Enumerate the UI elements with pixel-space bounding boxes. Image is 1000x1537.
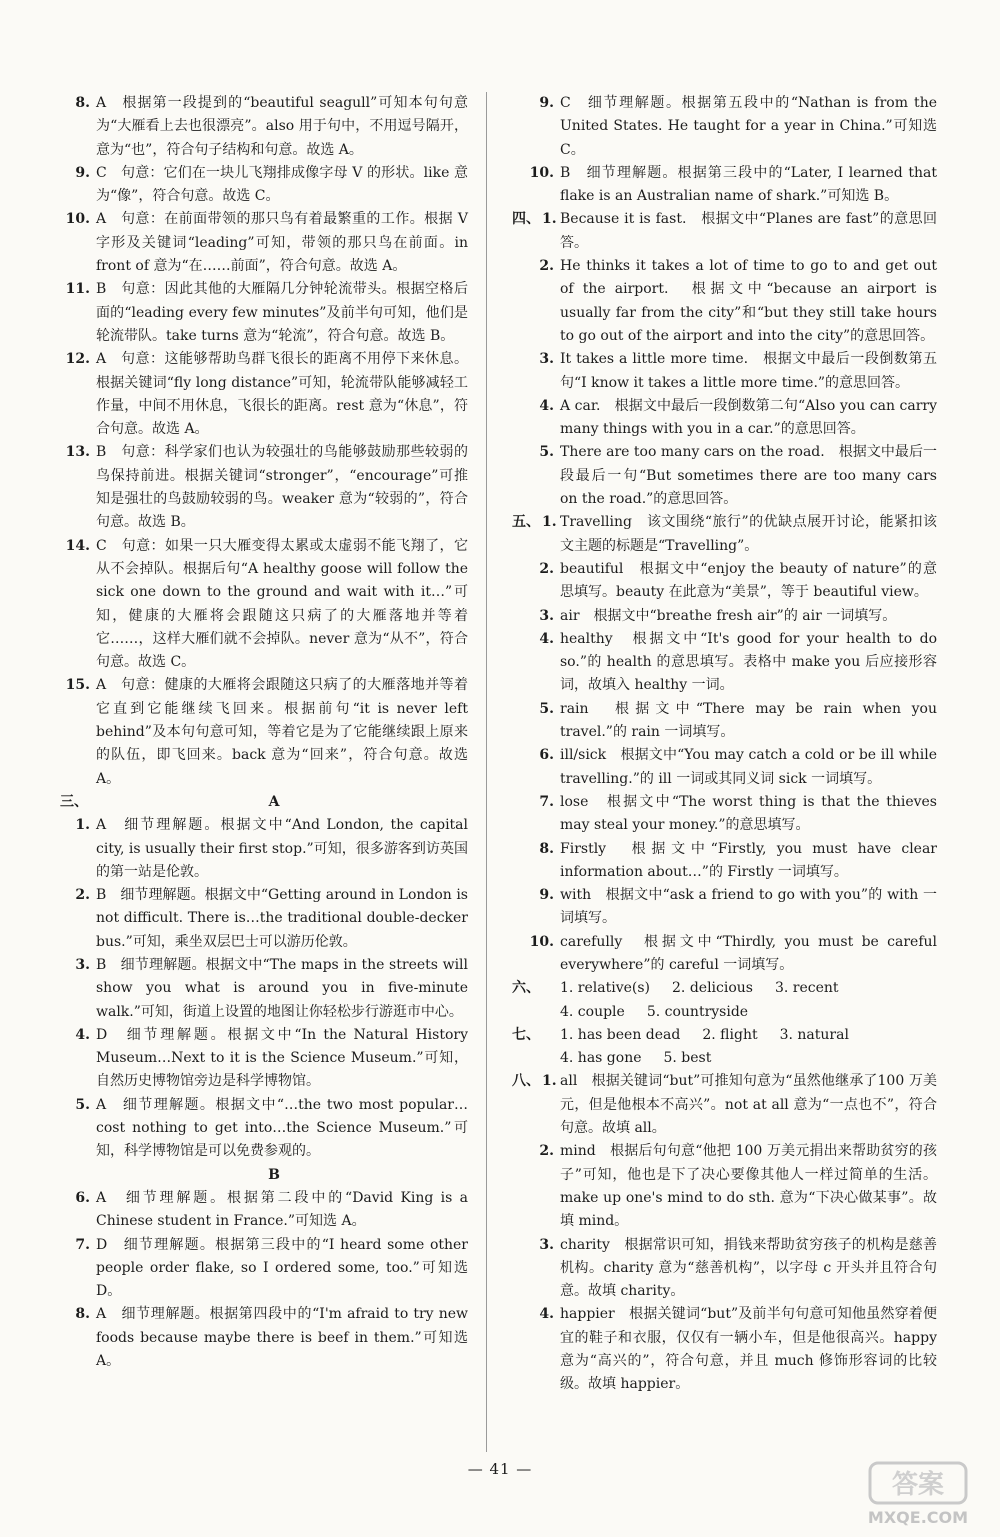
question-number: 3.: [539, 351, 554, 368]
question-number: 2.: [75, 887, 90, 904]
answer-explanation: It takes a little more time. 根据文中最后一段倒数第五句“I know it takes a little more time.”的意思回答。: [560, 351, 937, 391]
answer-item: [60, 1187, 468, 1234]
question-number: 3.: [539, 1236, 554, 1253]
question-number: 14.: [65, 537, 90, 554]
question-number: 9.: [75, 164, 90, 181]
right-answer-list-1: [512, 92, 937, 208]
answer-explanation: A 细节理解题。根据第二段中的“David King is a Chinese student in France.”可知选 A。: [96, 1189, 468, 1230]
answer-item: [60, 814, 468, 884]
answer-item: [512, 1234, 937, 1304]
answer-explanation: B 句意：因此其他的大雁隔几分钟轮流带头。根据空格后面的“leading every few minutes”及前半句可知，他们是轮流带队。take turns 意为“轮流”，符合句意。故选 B。: [96, 281, 468, 344]
answer: 5. countryside: [646, 1003, 749, 1020]
section-7-row-2: [512, 1047, 937, 1070]
answer-explanation: carefully 根据文中“Thirdly, you must be careful everywhere”的 careful 一词填写。: [560, 933, 937, 973]
subsection-b-title: B: [268, 1166, 280, 1183]
left-answer-list-3: [60, 1187, 468, 1373]
section-8-list: [512, 1070, 937, 1396]
question-number: 7.: [539, 793, 554, 810]
question-number: [512, 208, 557, 255]
question-number: 9.: [539, 887, 554, 904]
answer-item: [512, 698, 937, 745]
section-4-list: [512, 208, 937, 511]
answer-item: [60, 954, 468, 1024]
answer-item: [60, 1234, 468, 1304]
question-number: 5.: [539, 444, 554, 461]
question-number: 7.: [75, 1236, 90, 1253]
answer-explanation: Firstly 根据文中“Firstly, you must have clear information about…”的 Firstly 一词填写。: [560, 840, 937, 880]
question-number: 1.: [75, 817, 90, 834]
answer-item: [60, 162, 468, 209]
question-number: 6.: [539, 747, 554, 764]
answer-item: [60, 441, 468, 534]
answer: 3. recent: [774, 980, 839, 997]
answer-item: [60, 884, 468, 954]
question-number: 4.: [539, 397, 554, 414]
answer-item: [60, 208, 468, 278]
section-label: 八、: [512, 1073, 540, 1090]
answer-explanation: D 细节理解题。根据文中“In the Natural History Museum…Next to it is the Science Museum.”可知，自然历史博物馆旁边是科学博物馆。: [96, 1026, 468, 1090]
answer-item: [60, 1024, 468, 1094]
answer-item: [512, 628, 937, 698]
question-number: 8.: [75, 95, 90, 111]
answer-explanation: B 句意：科学家们也认为较强壮的鸟能够鼓励那些较弱的鸟保持前进。根据关键词“stronger”，“encourage”可推知是强壮的鸟鼓励较弱的鸟。weaker 意为“较弱的”，符合句意。故选 B。: [96, 444, 468, 531]
question-number: 13.: [65, 444, 90, 461]
answer: 5. best: [663, 1050, 712, 1067]
answer-explanation: C 细节理解题。根据第五段中的“Nathan is from the United States. He taught for a year in China.”可知选 C。: [560, 95, 937, 158]
answer-item: [512, 884, 937, 931]
section-5-list: [512, 511, 937, 977]
right-column: [512, 92, 937, 1397]
section-6-row-1: [512, 977, 937, 1000]
answer-explanation: B 细节理解题。根据第三段中的“Later, I learned that flake is an Australian name of shark.”可知选 B。: [560, 164, 937, 205]
answer: 2. flight: [702, 1026, 758, 1043]
question-number: 5.: [75, 1096, 90, 1113]
answer-explanation: rain 根据文中“There may be rain when you travel.”的 rain 一词填写。: [560, 700, 937, 741]
answer-explanation: healthy 根据文中“It's good for your health to do so.”的 health 的意思填写。表格中 make you 后应接形容词，故填入 healthy 一词。: [560, 630, 937, 694]
question-number: 10.: [529, 933, 554, 950]
answer-explanation: D 细节理解题。根据第三段中的“I heard some other people order flake, so I ordered some, too.”可知选 D。: [96, 1236, 468, 1300]
question-number: 12.: [65, 351, 90, 368]
answer-explanation: B 细节理解题。根据文中“The maps in the streets will show you what is around you in five-minute walk.”可知，街道上设置的地图让你轻松步行游逛市中心。: [96, 956, 468, 1020]
answer-item: [512, 511, 937, 558]
section-7-row-1: [512, 1024, 937, 1047]
question-number: 15.: [65, 677, 90, 694]
svg-text:MXQE.COM: MXQE.COM: [867, 1508, 969, 1527]
answer: 4. couple: [560, 1003, 625, 1020]
answer-item: [512, 744, 937, 791]
answer-item: [512, 605, 937, 628]
section-label: 七、: [512, 1026, 540, 1043]
watermark-logo: [830, 1459, 980, 1529]
answer-item: [512, 208, 937, 255]
answer-explanation: happier 根据关键词“but”及前半句句意可知他虽然穿着便宜的鞋子和衣服，仅仅有一辆小车，但是他很高兴。happy 意为“高兴的”，符合句意，并且 much 修饰形容词的比较级。故填 happier。: [560, 1306, 937, 1393]
answer-explanation: all 根据关键词“but”可推知句意为“虽然他继承了100 万美元，但是他根本不高兴”。not at all 意为“一点也不”，符合句意。故填 all。: [560, 1073, 937, 1137]
answer-explanation: There are too many cars on the road. 根据文中最后一段最后一句“But sometimes there are too many cars on the road.”的意思回答。: [560, 444, 937, 508]
column-divider: [486, 92, 487, 1452]
answer-explanation: C 句意：如果一只大雁变得太累或太虚弱不能飞翔了，它从不会掉队。根据后句“A healthy goose will follow the sick one down to the ground and wait with it…”可知，健康的大雁将会跟随这只病了的大雁落地并等着它……，这样大雁们就不会掉队。never 意为“从不”，符合句意。故选 C。: [96, 537, 468, 671]
answer: 2. delicious: [672, 980, 753, 997]
answer: 3. natural: [779, 1026, 849, 1043]
answer-item: [60, 278, 468, 348]
answer-explanation: ill/sick 根据文中“You may catch a cold or be ill while travelling.”的 ill 一词或其同义词 sick 一词填写。: [560, 747, 937, 787]
answer-item: [512, 395, 937, 442]
answer-item: [60, 1303, 468, 1373]
section-label: 四、: [512, 211, 540, 228]
question-number: 4.: [539, 1306, 554, 1323]
left-answer-list-2: [60, 814, 468, 1163]
answer-item: [512, 558, 937, 605]
answer-explanation: B 细节理解题。根据文中“Getting around in London is not difficult. There is…the traditional double-decker bus.”可知，乘坐双层巴士可以游历伦敦。: [96, 887, 468, 950]
svg-text:答案: 答案: [891, 1470, 945, 1500]
question-number: 10.: [529, 164, 554, 181]
answer-item: [60, 92, 468, 162]
question-number: 10.: [65, 211, 90, 228]
answer-item: [512, 255, 937, 348]
section-6-row-2: [512, 1001, 937, 1024]
answer-item: [60, 1094, 468, 1164]
question-number-text: 1.: [542, 211, 557, 228]
answer-explanation: A 句意：这能够帮助鸟群飞很长的距离不用停下来休息。根据关键词“fly long distance”可知，轮流带队能够减轻工作量，中间不用休息，飞很长的距离。rest 意为“休息”，符合句意。故选 A。: [96, 351, 468, 438]
answer-explanation: Because it is fast. 根据文中“Planes are fast”的意思回答。: [560, 211, 937, 251]
answer-explanation: A 句意：在前面带领的那只鸟有着最繁重的工作。根据 V 字形及关键词“leading”可知，带领的那只鸟在前面。in front of 意为“在……前面”，符合句意。故选 A。: [96, 211, 468, 275]
answer-item: [60, 674, 468, 790]
question-number: 6.: [75, 1189, 90, 1206]
answer-explanation: lose 根据文中“The worst thing is that the thieves may steal your money.”的意思填写。: [560, 793, 937, 834]
page-number: — 41 —: [467, 1460, 533, 1478]
answer-explanation: A 句意：健康的大雁将会跟随这只病了的大雁落地并等着它直到它能继续飞回来。根据前句“it is never left behind”及本句句意可知，等着它是为了它能继续跟上原来的队伍，即飞回来。back 意为“回来”，符合句意。故选 A。: [96, 677, 468, 787]
answer-explanation: charity 根据常识可知，捐钱来帮助贫穷孩子的机构是慈善机构。charity 意为“慈善机构”，以字母 c 开头并且符合句意。故填 charity。: [560, 1236, 937, 1300]
section-label: 六、: [512, 980, 540, 997]
answer-item: [512, 1140, 937, 1233]
question-number: 8.: [75, 1306, 90, 1323]
question-number: 9.: [539, 95, 554, 111]
answer-item: [512, 838, 937, 885]
answer-item: [512, 1303, 937, 1396]
question-number: [512, 511, 557, 558]
answer: 4. has gone: [560, 1050, 642, 1067]
question-number: 2.: [539, 258, 554, 275]
question-number: 3.: [75, 956, 90, 973]
answer-item: [512, 441, 937, 511]
answer-explanation: A 细节理解题。根据文中“And London, the capital city, is usually their first stop.”可知，很多游客到访英国的第一站是伦敦。: [96, 817, 468, 880]
question-number: 11.: [65, 281, 90, 298]
question-number: 4.: [75, 1026, 90, 1043]
answer-explanation: He thinks it takes a lot of time to go to and get out of the airport. 根据文中“because an airport is usually far from the city”和“but they still take hours to go out of the airport and into the city”的意思回答。: [560, 258, 937, 344]
answer-item: [60, 535, 468, 675]
answer-explanation: A 细节理解题。根据文中“…the two most popular…cost nothing to get into…the Science Museum.”可知，科学博物馆是可以免费参观的。: [96, 1096, 468, 1160]
question-number: [512, 1070, 557, 1140]
question-number: 4.: [539, 630, 554, 647]
question-number: 5.: [539, 700, 554, 717]
question-number: 8.: [539, 840, 554, 857]
answer-item: [60, 348, 468, 441]
question-number: 3.: [539, 607, 554, 624]
question-number-text: 1.: [542, 514, 557, 531]
answer-explanation: A 根据第一段提到的“beautiful seagull”可知本句句意为“大雁看上去也很漂亮”。also 用于句中，不用逗号隔开，意为“也”，符合句子结构和句意。故选 A。: [96, 95, 468, 158]
answer-item: [512, 162, 937, 209]
question-number-text: 1.: [542, 1073, 557, 1090]
subsection-a-title: A: [268, 793, 280, 810]
section-label: 三、: [60, 793, 88, 810]
question-number: 2.: [539, 560, 554, 577]
answer-explanation: A car. 根据文中最后一段倒数第二句“Also you can carry many things with you in a car.”的意思回答。: [560, 397, 937, 438]
answer-item: [512, 92, 937, 162]
answer-explanation: air 根据文中“breathe fresh air”的 air 一词填写。: [560, 607, 897, 624]
answer: 1. has been dead: [560, 1026, 681, 1043]
left-answer-list-1: [60, 92, 468, 791]
answer-item: [512, 348, 937, 395]
answer-explanation: A 细节理解题。根据第四段中的“I'm afraid to try new foods because maybe there is beef in them.”可知选 A。: [96, 1306, 468, 1370]
answer-item: [512, 791, 937, 838]
section-label: 五、: [512, 514, 540, 531]
answer: 1. relative(s): [560, 980, 651, 997]
left-column: [60, 92, 468, 1373]
question-number: 2.: [539, 1143, 554, 1160]
answer-explanation: with 根据文中“ask a friend to go with you”的 with 一词填写。: [560, 887, 937, 927]
answer-item: [512, 1070, 937, 1140]
answer-explanation: beautiful 根据文中“enjoy the beauty of nature”的意思填写。beauty 在此意为“美景”，等于 beautiful view。: [560, 560, 937, 601]
answer-explanation: C 句意：它们在一块儿飞翔排成像字母 V 的形状。like 意为“像”，符合句意。故选 C。: [96, 164, 468, 205]
answer-explanation: Travelling 该文围绕“旅行”的优缺点展开讨论，能紧扣该文主题的标题是“Travelling”。: [560, 514, 937, 554]
answer-item: [512, 931, 937, 978]
answer-explanation: mind 根据后句句意“他把 100 万美元捐出来帮助贫穷的孩子”可知，他也是下了决心要像其他人一样过简单的生活。make up one's mind to do sth. 意为“下决心做某事”。故填 mind。: [560, 1143, 937, 1230]
